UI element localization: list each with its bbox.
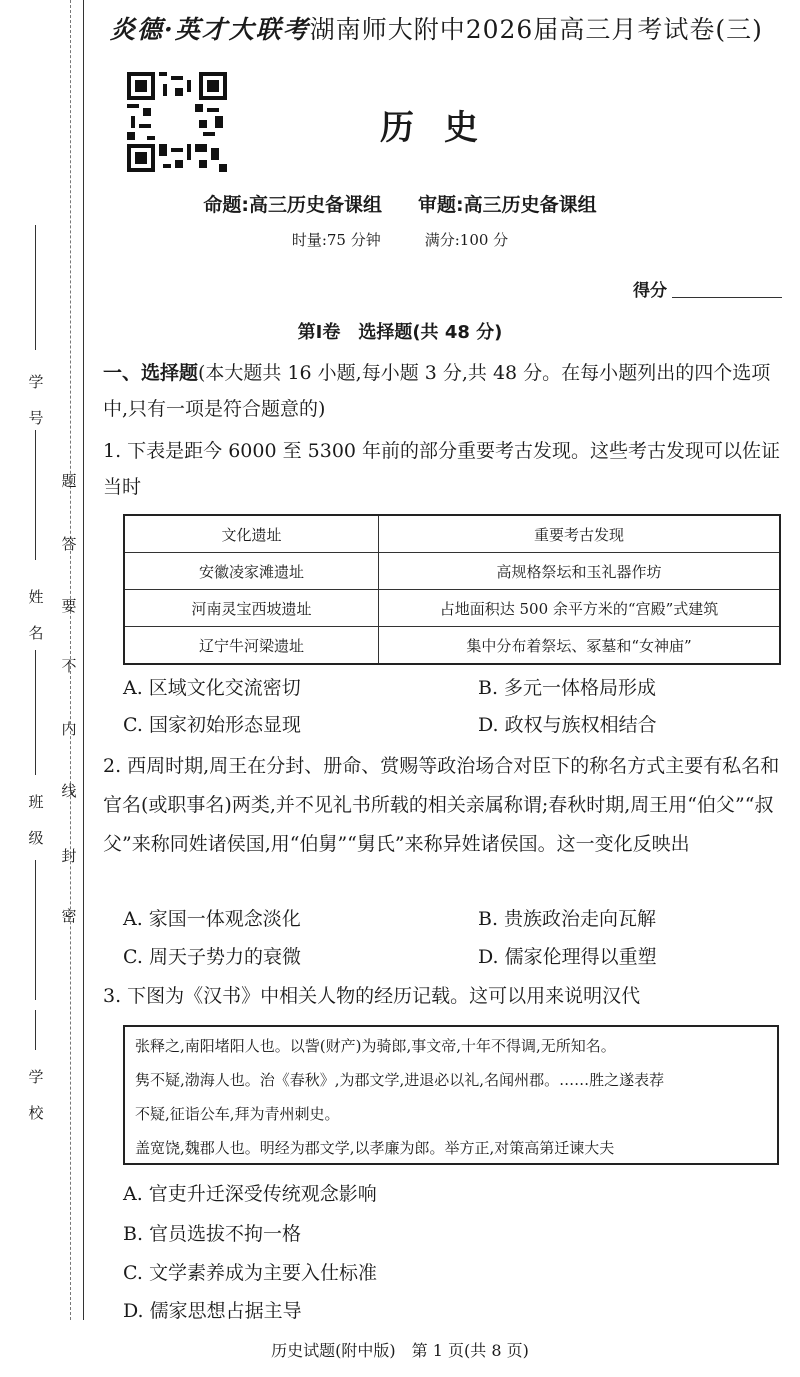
exam-title <box>110 10 790 46</box>
q2-option-b[interactable]: B. 贵族政治走向瓦解 <box>478 908 657 930</box>
table-cell: 安徽凌家滩遗址 <box>124 553 379 590</box>
q3-option-c[interactable]: C. 文学素养成为主要入仕标准 <box>123 1262 377 1284</box>
binding-char: 级 <box>28 829 44 847</box>
seal-char: 要 <box>61 597 77 615</box>
table-row <box>124 627 780 665</box>
seal-char: 答 <box>61 535 77 553</box>
table-cell: 辽宁牛河梁遗址 <box>124 627 379 665</box>
subject-title: 历史 <box>380 108 508 148</box>
binding-char: 学 <box>28 373 44 391</box>
seal-char: 题 <box>61 472 77 490</box>
binding-char: 号 <box>28 409 44 427</box>
quote-line: 隽不疑,渤海人也。治《春秋》,为郡文学,进退必以礼,名闻州郡。……胜之遂表荐 <box>135 1071 665 1089</box>
table-cell: 河南灵宝西坡遗址 <box>124 590 379 627</box>
qr-code-icon <box>127 72 227 172</box>
instructions-heading: 一、选择题 <box>103 362 199 384</box>
q3-option-b[interactable]: B. 官员选拔不拘一格 <box>123 1223 302 1245</box>
q1-option-d[interactable]: D. 政权与族权相结合 <box>478 714 657 736</box>
seal-char: 不 <box>61 657 77 675</box>
q2-option-a[interactable]: A. 家国一体观念淡化 <box>123 908 301 930</box>
authors-line <box>0 190 800 217</box>
school-label <box>24 1065 48 1125</box>
q1-option-c[interactable]: C. 国家初始形态显现 <box>123 714 301 736</box>
score-label: 得分 <box>633 281 667 301</box>
table-header-row <box>124 515 780 553</box>
reviewer: 审题:高三历史备课组 <box>418 194 597 216</box>
school-line <box>35 1010 36 1050</box>
brand-name: 炎德·英才大联考 <box>110 15 310 44</box>
table-row <box>124 553 780 590</box>
binding-char: 姓 <box>28 588 44 606</box>
time-line <box>0 229 800 250</box>
seal-char: 密 <box>61 907 77 925</box>
time-limit: 时量:75 分钟 <box>291 231 381 249</box>
proposer: 命题:高三历史备课组 <box>203 194 382 216</box>
name-label <box>24 585 48 645</box>
question-1-stem: 1. 下表是距今 6000 至 5300 年前的部分重要考古发现。这些考古发现可以佐证当时 <box>103 440 781 498</box>
binding-char: 班 <box>28 793 44 811</box>
seal-char: 封 <box>61 847 77 865</box>
binding-char: 校 <box>28 1104 44 1122</box>
name-line-lower <box>35 650 36 775</box>
seal-char: 线 <box>61 782 77 800</box>
binding-char: 名 <box>28 624 44 642</box>
q3-option-a[interactable]: A. 官吏升迁深受传统观念影响 <box>123 1183 377 1205</box>
q1-option-b[interactable]: B. 多元一体格局形成 <box>478 677 657 699</box>
quote-line: 不疑,征诣公车,拜为青州刺史。 <box>135 1105 340 1123</box>
table-cell: 占地面积达 500 余平方米的“宫殿”式建筑 <box>379 590 781 627</box>
table-header: 文化遗址 <box>124 515 379 553</box>
q3-option-d[interactable]: D. 儒家思想占据主导 <box>123 1300 302 1322</box>
question-2-stem: 2. 西周时期,周王在分封、册命、赏赐等政治场合对臣下的称名方式主要有私名和官名(或职事名)两类,并不见礼书所载的相关亲属称谓;春秋时期,周王用“伯父”“叔父”来称同姓诸侯国,用“伯舅”“舅氏”来称异姓诸侯国。这一变化反映出 <box>103 755 780 855</box>
section-title: 第Ⅰ卷 选择题(共 48 分) <box>297 322 503 343</box>
score-field[interactable] <box>672 297 782 298</box>
question-3-stem: 3. 下图为《汉书》中相关人物的经历记载。这可以用来说明汉代 <box>103 985 641 1007</box>
quote-box <box>123 1025 779 1165</box>
q2-option-c[interactable]: C. 周天子势力的衰微 <box>123 946 301 968</box>
table-cell: 高规格祭坛和玉礼器作坊 <box>379 553 781 590</box>
binding-char: 学 <box>28 1068 44 1086</box>
exam-name: 湖南师大附中2026届高三月考试卷(三) <box>309 15 763 44</box>
class-line <box>35 860 36 1000</box>
table-header: 重要考古发现 <box>379 515 781 553</box>
instructions <box>103 355 783 427</box>
q1-option-a[interactable]: A. 区域文化交流密切 <box>123 677 301 699</box>
quote-line: 张释之,南阳堵阳人也。以訾(财产)为骑郎,事文帝,十年不得调,无所知名。 <box>135 1037 616 1055</box>
instructions-text: (本大题共 16 小题,每小题 3 分,共 48 分。在每小题列出的四个选项中,只有一项是符合题意的) <box>103 362 771 420</box>
student-id-label <box>24 370 48 430</box>
quote-line: 盖宽饶,魏郡人也。明经为郡文学,以孝廉为郎。举方正,对策高第迁谏大夫 <box>135 1139 615 1157</box>
page-footer: 历史试题(附中版) 第 1 页(共 8 页) <box>271 1341 529 1360</box>
archaeology-table <box>123 514 781 665</box>
class-label <box>24 790 48 850</box>
table-cell: 集中分布着祭坛、冢墓和“女神庙” <box>379 627 781 665</box>
full-score: 满分:100 分 <box>424 231 509 249</box>
name-line-upper <box>35 430 36 560</box>
table-row <box>124 590 780 627</box>
q2-option-d[interactable]: D. 儒家伦理得以重塑 <box>478 946 657 968</box>
seal-char: 内 <box>61 720 77 738</box>
